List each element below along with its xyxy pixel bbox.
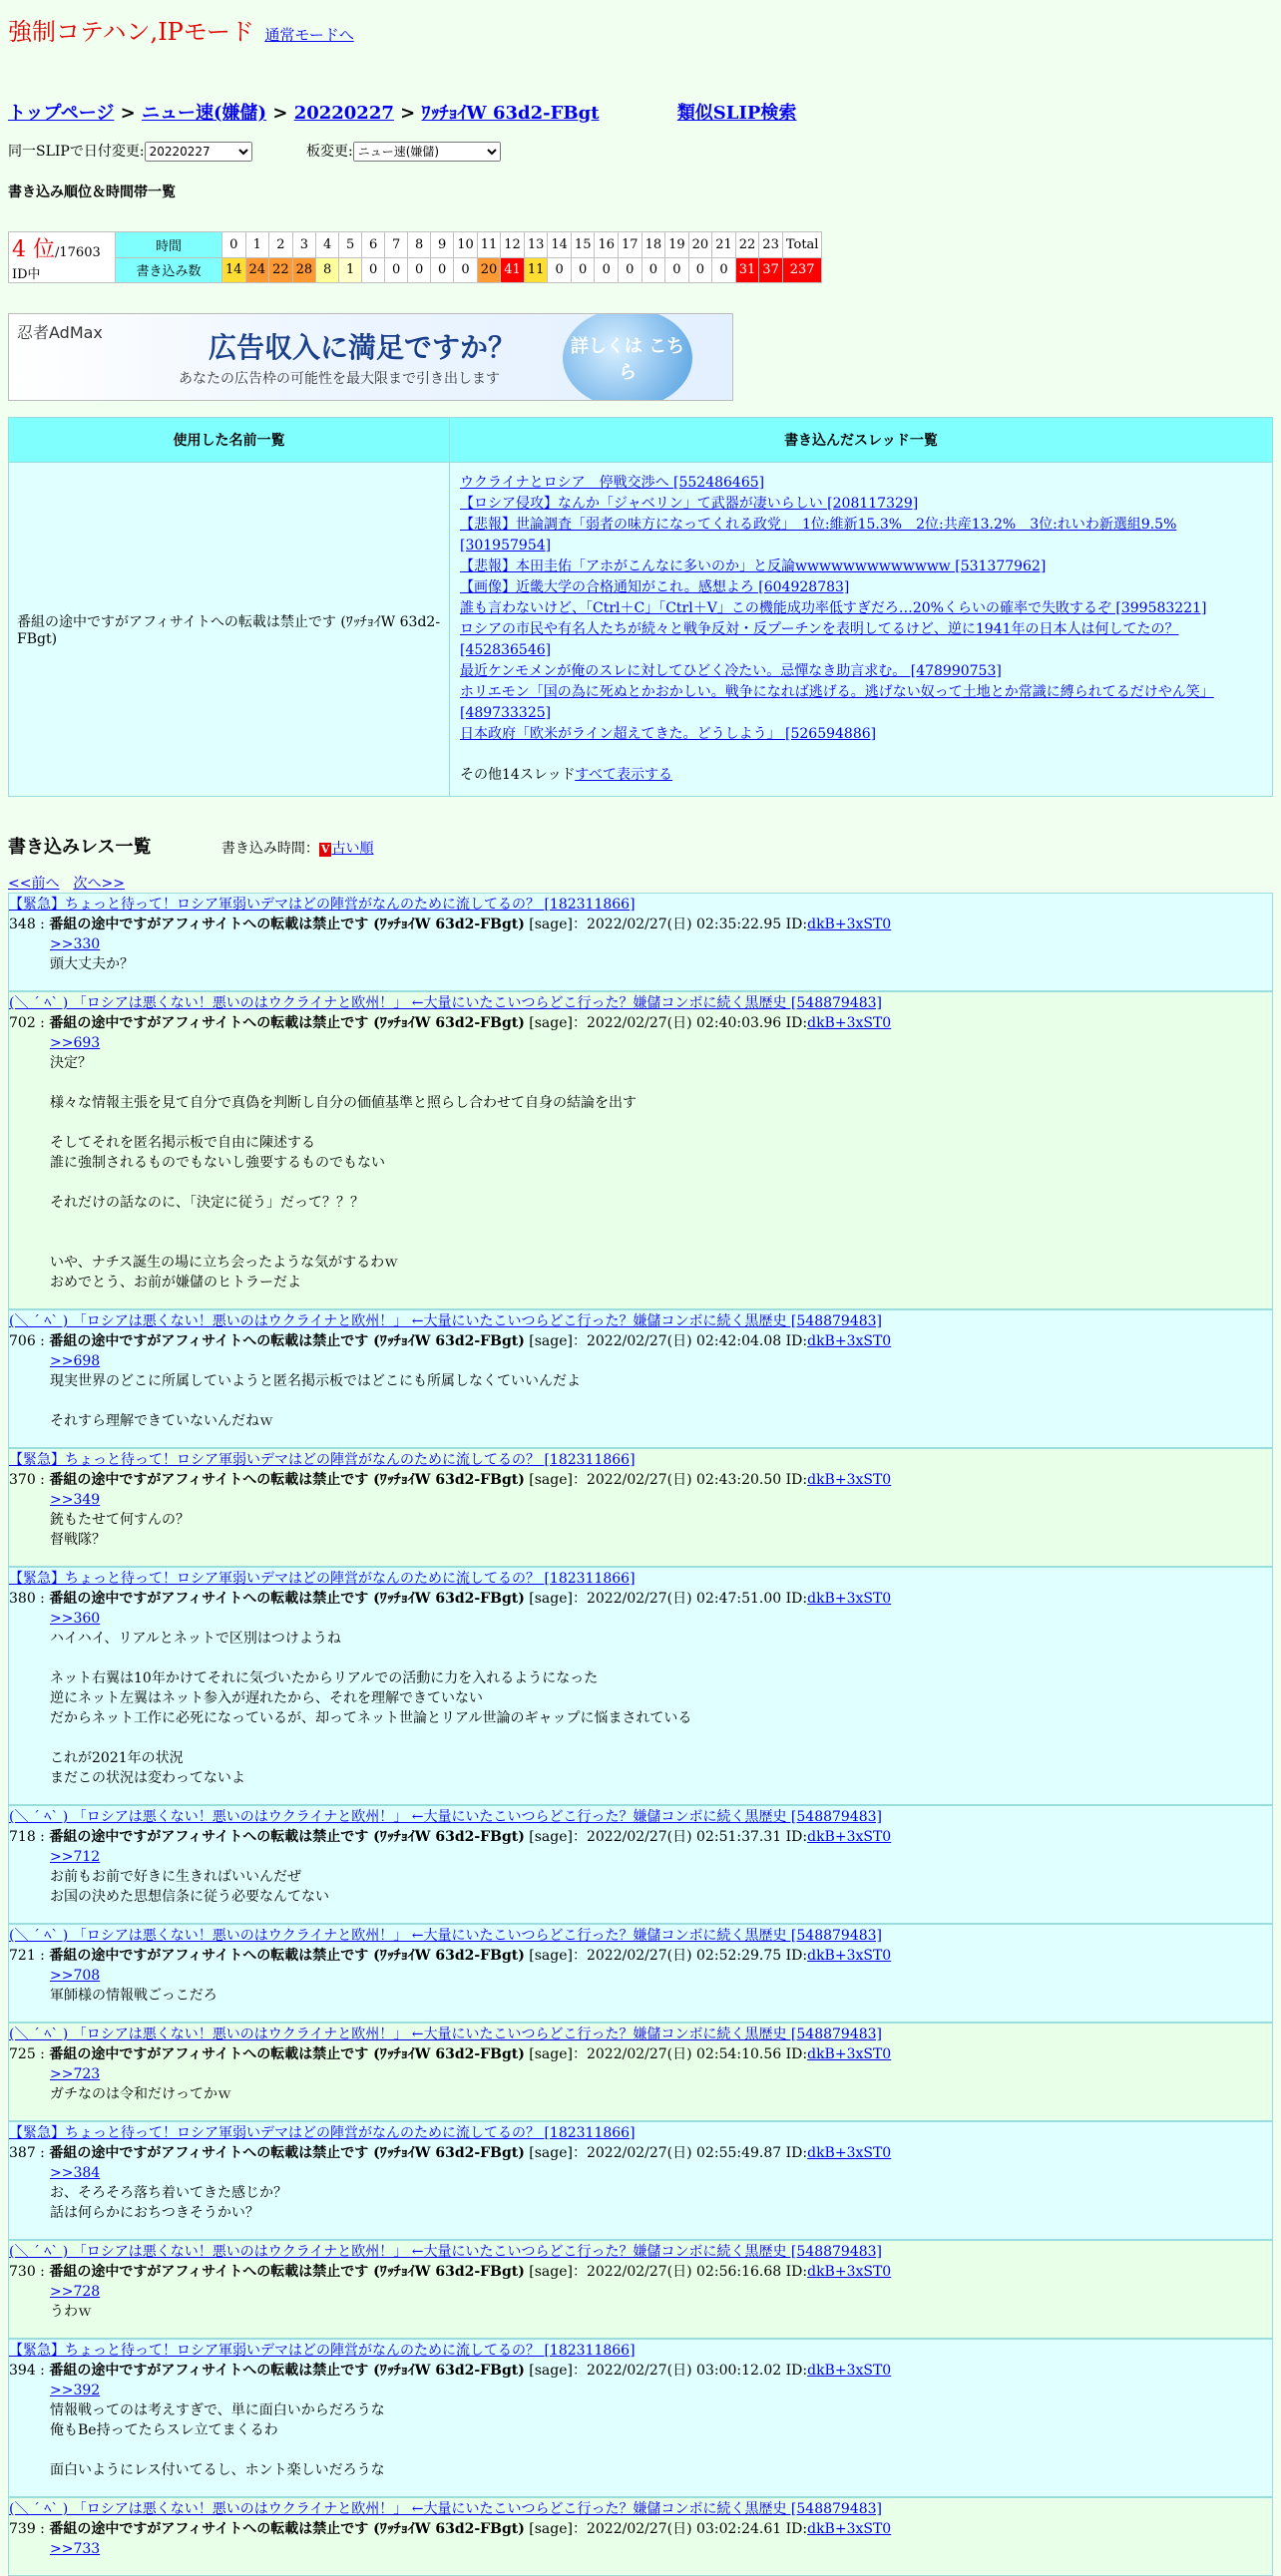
used-name: 番組の途中ですがアフィサイトへの転載は禁止です (ﾜｯﾁｮｲW 63d2-FBgt): [9, 463, 450, 797]
post-body: [50, 2539, 1272, 2559]
post-body: [50, 1966, 1272, 2006]
count-cell: 0: [619, 257, 642, 283]
post-thread-link[interactable]: (＼ ´ ﾍ` ) 「ロシアは悪くない！悪いのはウクライナと欧州！」 ←大量にいたこいつらどこ行った？嫌儲コンボに続く黒歴史 [548879483]: [9, 1809, 883, 1825]
count-cell: 11: [524, 257, 548, 283]
post-anchor-link[interactable]: >>330: [50, 936, 101, 952]
hour-cell: 15: [571, 232, 595, 258]
post-slip: (ﾜｯﾁｮｲW 63d2-FBgt): [373, 2145, 525, 2161]
post-meta: [sage]：2022/02/27(日) 02:35:22.95 ID:: [524, 917, 808, 932]
sort-down-icon: V: [320, 843, 330, 856]
post-thread-link[interactable]: (＼ ´ ﾍ` ) 「ロシアは悪くない！悪いのはウクライナと欧州！」 ←大量にいたこいつらどこ行った？嫌儲コンボに続く黒歴史 [548879483]: [9, 2244, 883, 2260]
post-body: [50, 2282, 1272, 2322]
breadcrumb-board[interactable]: ニュー速(嫌儲): [142, 103, 267, 124]
count-cell: 0: [665, 257, 689, 283]
post-number: 739 :: [9, 2521, 50, 2537]
next-page-link[interactable]: 次へ>>: [73, 876, 125, 892]
post-list-title: 書き込みレス一覧: [8, 837, 152, 858]
post-author-name: 番組の途中ですがアフィサイトへの転載は禁止です: [49, 1015, 374, 1031]
hour-cell: 0: [222, 232, 246, 258]
ad-details-button[interactable]: 詳しくは こちら: [563, 313, 692, 401]
post-header: [9, 915, 1272, 934]
hour-cell: 4: [316, 232, 339, 258]
post-body: [50, 1351, 1272, 1431]
post-slip: (ﾜｯﾁｮｲW 63d2-FBgt): [373, 1829, 525, 1845]
similar-slip-search-link[interactable]: 類似SLIP検索: [676, 103, 797, 124]
hour-cell: 6: [362, 232, 385, 258]
post-body: [50, 1033, 1272, 1292]
post-anchor-link[interactable]: >>733: [50, 2541, 101, 2557]
post-number: 725 :: [9, 2046, 50, 2062]
post-author-name: 番組の途中ですがアフィサイトへの転載は禁止です: [49, 1333, 374, 1349]
post-number: 706 :: [9, 1333, 50, 1349]
post-id-link[interactable]: dkB+3xST0: [807, 1948, 892, 1964]
thread-link[interactable]: ウクライナとロシア 停戦交渉へ [552486465]: [460, 475, 765, 491]
breadcrumb-date[interactable]: 20220227: [293, 103, 394, 124]
post-author-name: 番組の途中ですがアフィサイトへの転載は禁止です: [49, 1472, 374, 1488]
post-header: [9, 1013, 1272, 1033]
hour-cell: 17: [619, 232, 642, 258]
more-threads: [460, 765, 1262, 786]
hour-cell: 16: [595, 232, 619, 258]
post-thread-link[interactable]: 【緊急】ちょっと待って！ロシア軍弱いデマはどの陣営がなんのために流してるの？ [182311866]: [9, 1452, 636, 1468]
post-meta: [sage]：2022/02/27(日) 02:51:37.31 ID:: [524, 1829, 808, 1845]
post-id-link[interactable]: dkB+3xST0: [807, 917, 892, 932]
ad-headline: 広告収入に満足ですか？: [209, 331, 517, 364]
post-header: [9, 1827, 1272, 1847]
total-cell: 237: [782, 257, 822, 283]
post-author-name: 番組の途中ですがアフィサイトへの転載は禁止です: [49, 1829, 374, 1845]
post-number: 730 :: [9, 2264, 50, 2280]
normal-mode-link[interactable]: 通常モードへ: [264, 26, 354, 44]
hour-cell: 22: [735, 232, 759, 258]
post: [8, 2497, 1273, 2576]
breadcrumb-sep: >: [114, 103, 143, 124]
post-anchor-link[interactable]: >>728: [50, 2284, 101, 2300]
time-label: 時間: [116, 232, 222, 258]
hour-cell: 20: [688, 232, 712, 258]
post-slip: (ﾜｯﾁｮｲW 63d2-FBgt): [373, 1472, 525, 1488]
post-thread-link[interactable]: (＼ ´ ﾍ` ) 「ロシアは悪くない！悪いのはウクライナと欧州！」 ←大量にいたこいつらどこ行った？嫌儲コンボに続く黒歴史 [548879483]: [9, 1928, 883, 1944]
count-cell: 24: [245, 257, 269, 283]
total-label: Total: [782, 232, 822, 258]
post-text: ガチなのは令和だけってかｗ: [50, 2086, 231, 2102]
post-author-name: 番組の途中ですがアフィサイトへの転載は禁止です: [49, 2264, 374, 2280]
thread-link[interactable]: 日本政府「欧米がライン超えてきた。どうしよう」 [526594886]: [460, 726, 877, 742]
post-text: 現実世界のどこに所属していようと匿名掲示板ではどこにも所属しなくていいんだよ それすら理解できていないんだねｗ: [50, 1373, 581, 1429]
post-text: 決定？ 様々な情報主張を見て自分で真偽を判断し自分の価値基準と照らし合わせて自身の結論を出す そしてそれを匿名掲示板で自由に陳述する 誰に強制されるものでもないし強要するものでもない それだけの話なのに、「決定に従う」だって？？？ いや、ナチス誕生の場に立ち会ったような気がするわｗ おめでとう、お前が嫌儲のヒトラーだよ: [50, 1055, 637, 1290]
count-cell: 0: [362, 257, 385, 283]
count-cell: 0: [688, 257, 712, 283]
post-thread-link[interactable]: (＼ ´ ﾍ` ) 「ロシアは悪くない！悪いのはウクライナと欧州！」 ←大量にいたこいつらどこ行った？嫌儲コンボに続く黒歴史 [548879483]: [9, 1313, 883, 1329]
post-author-name: 番組の途中ですがアフィサイトへの転載は禁止です: [49, 2145, 374, 2161]
post-author-name: 番組の途中ですがアフィサイトへの転載は禁止です: [49, 2521, 374, 2537]
thread-link[interactable]: 【画像】近畿大学の合格通知がこれ。感想よろ [604928783]: [460, 579, 850, 595]
post-body: [50, 1847, 1272, 1907]
hour-cell: 3: [292, 232, 316, 258]
post: [8, 1924, 1273, 2023]
post-thread-link[interactable]: (＼ ´ ﾍ` ) 「ロシアは悪くない！悪いのはウクライナと欧州！」 ←大量にいたこいつらどこ行った？嫌儲コンボに続く黒歴史 [548879483]: [9, 2026, 883, 2042]
post-slip: (ﾜｯﾁｮｲW 63d2-FBgt): [373, 2046, 525, 2062]
post-body: [50, 1609, 1272, 1788]
post-id-link[interactable]: dkB+3xST0: [807, 2264, 892, 2280]
post-anchor-link[interactable]: >>693: [50, 1035, 101, 1051]
post: [8, 2023, 1273, 2121]
rank-value: 4 位: [12, 237, 55, 262]
post: [8, 1805, 1273, 1924]
post-slip: (ﾜｯﾁｮｲW 63d2-FBgt): [373, 1333, 525, 1349]
post-header: [9, 2361, 1272, 2381]
post-author-name: 番組の途中ですがアフィサイトへの転載は禁止です: [49, 2046, 374, 2062]
post-anchor-link[interactable]: >>392: [50, 2383, 101, 2398]
breadcrumb: [8, 99, 1273, 125]
post: [8, 2240, 1273, 2339]
post-number: 721 :: [9, 1948, 50, 1964]
ranking-title: 書き込み順位＆時間帯一覧: [8, 184, 176, 200]
threads-column-header: 書き込んだスレッド一覧: [450, 418, 1273, 463]
post-meta: [sage]：2022/02/27(日) 02:47:51.00 ID:: [524, 1591, 808, 1607]
post-id-link[interactable]: dkB+3xST0: [807, 2521, 892, 2537]
rank-cell: [9, 232, 116, 283]
post: [8, 1309, 1273, 1448]
post-body: [50, 2163, 1272, 2223]
breadcrumb-sep: >: [393, 103, 422, 124]
hour-cell: 5: [339, 232, 362, 258]
post-text: お前もお前で好きに生きればいいんだぜ お国の決めた思想信条に従う必要なんてない: [50, 1869, 329, 1905]
count-cell: 14: [222, 257, 246, 283]
count-cell: 28: [292, 257, 316, 283]
post-header: [9, 2519, 1272, 2539]
post-header: [9, 2262, 1272, 2282]
post-anchor-link[interactable]: >>349: [50, 1492, 101, 1508]
ranking-table: [8, 231, 822, 283]
post-meta: [sage]：2022/02/27(日) 02:52:29.75 ID:: [524, 1948, 808, 1964]
count-cell: 0: [408, 257, 431, 283]
count-cell: 0: [431, 257, 454, 283]
count-cell: 41: [501, 257, 525, 283]
post-author-name: 番組の途中ですがアフィサイトへの転載は禁止です: [49, 1591, 374, 1607]
post: [8, 893, 1273, 991]
post-meta: [sage]：2022/02/27(日) 02:56:16.68 ID:: [524, 2264, 808, 2280]
post-id-link[interactable]: dkB+3xST0: [807, 1591, 892, 1607]
post-author-name: 番組の途中ですがアフィサイトへの転載は禁止です: [49, 917, 374, 932]
count-cell: 22: [269, 257, 293, 283]
post-text: ハイハイ、リアルとネットで区別はつけようね ネット右翼は10年かけてそれに気づいたからリアルでの活動に力を入れるようになった 逆にネット左翼はネット参入が遅れたから、それを理解できていない だからネット工作に必死になっているが、却ってネット世論とリアル世論のギャップに悩まされている これが2021年の状況 まだこの状況は変わってないよ: [50, 1631, 692, 1786]
post-meta: [sage]：2022/02/27(日) 03:02:24.61 ID:: [524, 2521, 808, 2537]
count-cell: 0: [548, 257, 572, 283]
prev-page-link[interactable]: <<前へ: [8, 876, 60, 892]
post-anchor-link[interactable]: >>708: [50, 1968, 101, 1984]
post-slip: (ﾜｯﾁｮｲW 63d2-FBgt): [373, 1948, 525, 1964]
thread-link[interactable]: 誰も言わないけど、「Ctrl＋C」「Ctrl＋V」この機能成功率低すぎだろ…20%くらいの確率で失敗するぞ [399583221]: [460, 600, 1207, 616]
hour-cell: 1: [245, 232, 269, 258]
post-id-link[interactable]: dkB+3xST0: [807, 2046, 892, 2062]
thread-link[interactable]: ホリエモン「国の為に死ぬとかおかしい。戦争になれば逃げる。逃げない奴って土地とか常識に縛られてるだけやん笑」 [489733325]: [460, 684, 1214, 721]
post-body: [50, 1490, 1272, 1550]
post-meta: [sage]：2022/02/27(日) 02:43:20.50 ID:: [524, 1472, 808, 1488]
post-id-link[interactable]: dkB+3xST0: [807, 1829, 892, 1845]
hour-cell: 12: [501, 232, 525, 258]
count-cell: 0: [641, 257, 665, 283]
post-body: [50, 2064, 1272, 2104]
count-cell: 0: [571, 257, 595, 283]
post-number: 370 :: [9, 1472, 50, 1488]
post-number: 387 :: [9, 2145, 50, 2161]
hour-cell: 14: [548, 232, 572, 258]
board-select[interactable]: [353, 142, 501, 162]
date-select[interactable]: [145, 142, 252, 162]
post-id-link[interactable]: dkB+3xST0: [807, 1015, 892, 1031]
post-id-link[interactable]: dkB+3xST0: [807, 1472, 892, 1488]
hour-cell: 2: [269, 232, 293, 258]
post: [8, 1567, 1273, 1805]
page-header: [8, 12, 1273, 47]
count-cell: 1: [339, 257, 362, 283]
ad-subtext: あなたの広告枠の可能性を最大限まで引き出します: [179, 371, 500, 387]
mode-title: 強制コテハン,IPモード: [8, 18, 254, 46]
post-list: [8, 893, 1273, 2576]
thread-link[interactable]: 最近ケンモメンが俺のスレに対してひどく冷たい。忌憚なき助言求む。 [478990753]: [460, 663, 1002, 679]
post-header: [9, 1331, 1272, 1351]
ad-brand: 忍者AdMax: [17, 323, 103, 342]
post-slip: (ﾜｯﾁｮｲW 63d2-FBgt): [373, 1591, 525, 1607]
post-body: [50, 2381, 1272, 2480]
post-text: お、そろそろ落ち着いてきた感じか？ 話は何らかにおちつきそうかい？: [50, 2185, 287, 2221]
date-change-label: 同一SLIPで日付変更:: [8, 144, 145, 160]
post-id-link[interactable]: dkB+3xST0: [807, 1333, 892, 1349]
post-header: [9, 2044, 1272, 2064]
post-list-header: [8, 833, 1273, 859]
post-anchor-link[interactable]: >>723: [50, 2066, 101, 2082]
count-cell: 37: [759, 257, 783, 283]
post: [8, 1448, 1273, 1567]
thread-link[interactable]: 【ロシア侵攻】なんか「ジャベリン」て武器が凄いらしい [208117329]: [460, 496, 919, 512]
thread-link[interactable]: 【悲報】世論調査「弱者の味方になってくれる政党」 1位:維新15.3% 2位:共産13.2% 3位:れいわ新選組9.5% [301957954]: [460, 517, 1177, 553]
post-anchor-link[interactable]: >>698: [50, 1353, 101, 1369]
hour-cell: 18: [641, 232, 665, 258]
post: [8, 2339, 1273, 2497]
count-cell: 8: [316, 257, 339, 283]
post-number: 394 :: [9, 2363, 50, 2379]
rank-sub: /17603 ID中: [12, 245, 101, 282]
post-header: [9, 1589, 1272, 1609]
post-anchor-link[interactable]: >>360: [50, 1611, 101, 1627]
hour-cell: 11: [477, 232, 501, 258]
names-column-header: 使用した名前一覧: [9, 418, 450, 463]
names-threads-table: [8, 417, 1273, 797]
count-cell: 0: [595, 257, 619, 283]
post-body: [50, 934, 1272, 974]
hour-cell: 8: [408, 232, 431, 258]
post-id-link[interactable]: dkB+3xST0: [807, 2363, 892, 2379]
post-thread-link[interactable]: 【緊急】ちょっと待って！ロシア軍弱いデマはどの陣営がなんのために流してるの？ [182311866]: [9, 897, 636, 913]
post-text: 頭大丈夫か？: [50, 956, 134, 972]
post-header: [9, 1946, 1272, 1966]
post-thread-link[interactable]: 【緊急】ちょっと待って！ロシア軍弱いデマはどの陣営がなんのために流してるの？ [182311866]: [9, 1571, 636, 1587]
post-slip: (ﾜｯﾁｮｲW 63d2-FBgt): [373, 2521, 525, 2537]
post-meta: [sage]：2022/02/27(日) 02:40:03.96 ID:: [524, 1015, 808, 1031]
count-cell: 20: [477, 257, 501, 283]
post-thread-link[interactable]: 【緊急】ちょっと待って！ロシア軍弱いデマはどの陣営がなんのために流してるの？ [182311866]: [9, 2343, 636, 2359]
thread-list: [450, 463, 1273, 797]
post-meta: [sage]：2022/02/27(日) 03:00:12.02 ID:: [524, 2363, 808, 2379]
breadcrumb-sep: >: [266, 103, 294, 124]
more-threads-label: その他14スレッド: [460, 767, 576, 783]
post-thread-link[interactable]: (＼ ´ ﾍ` ) 「ロシアは悪くない！悪いのはウクライナと欧州！」 ←大量にいたこいつらどこ行った？嫌儲コンボに続く黒歴史 [548879483]: [9, 2501, 883, 2517]
post-meta: [sage]：2022/02/27(日) 02:42:04.08 ID:: [524, 1333, 808, 1349]
post-slip: (ﾜｯﾁｮｲW 63d2-FBgt): [373, 2363, 525, 2379]
hour-cell: 9: [431, 232, 454, 258]
hour-cell: 21: [712, 232, 736, 258]
post-thread-link[interactable]: 【緊急】ちょっと待って！ロシア軍弱いデマはどの陣営がなんのために流してるの？ [182311866]: [9, 2125, 636, 2141]
post-slip: (ﾜｯﾁｮｲW 63d2-FBgt): [373, 1015, 525, 1031]
hour-cell: 7: [385, 232, 408, 258]
breadcrumb-slip[interactable]: ﾜｯﾁｮｲW 63d2-FBgt: [421, 103, 600, 124]
board-change-label: 板変更:: [306, 144, 353, 160]
thread-link[interactable]: 【悲報】本田圭佑「アホがこんなに多いのか」と反論wwwwwwwwwwwww [531377962]: [460, 558, 1047, 574]
post-text: うわｗ: [50, 2304, 92, 2320]
count-cell: 31: [735, 257, 759, 283]
post-meta: [sage]：2022/02/27(日) 02:55:49.87 ID:: [524, 2145, 808, 2161]
count-label: 書き込み数: [116, 257, 222, 283]
pager: [8, 873, 1273, 893]
post-number: 702 :: [9, 1015, 50, 1031]
post-text: 軍師様の情報戦ごっこだろ: [50, 1988, 217, 2004]
hour-cell: 19: [665, 232, 689, 258]
hour-cell: 23: [759, 232, 783, 258]
post-author-name: 番組の途中ですがアフィサイトへの転載は禁止です: [49, 1948, 374, 1964]
select-bar: [8, 141, 1273, 162]
post-anchor-link[interactable]: >>712: [50, 1849, 101, 1865]
post-id-link[interactable]: dkB+3xST0: [807, 2145, 892, 2161]
ad-banner[interactable]: [8, 313, 733, 401]
sort-time-label: 書き込み時間：: [220, 841, 319, 857]
thread-link[interactable]: ロシアの市民や有名人たちが続々と戦争反対・反プーチンを表明してるけど、逆に1941年の日本人は何してたの？ [452836546]: [460, 621, 1179, 658]
show-all-link[interactable]: すべて表示する: [575, 767, 672, 783]
sort-oldest-link[interactable]: 古い順: [331, 841, 374, 857]
post-header: [9, 2143, 1272, 2163]
post-anchor-link[interactable]: >>384: [50, 2165, 101, 2181]
post-slip: (ﾜｯﾁｮｲW 63d2-FBgt): [373, 2264, 525, 2280]
post-text: 情報戦ってのは考えすぎで、単に面白いからだろうな 俺もBe持ってたらスレ立てまくるわ 面白いようにレス付いてるし、ホント楽しいだろうな: [50, 2402, 385, 2478]
post-author-name: 番組の途中ですがアフィサイトへの転載は禁止です: [49, 2363, 374, 2379]
post-header: [9, 1470, 1272, 1490]
post-slip: (ﾜｯﾁｮｲW 63d2-FBgt): [373, 917, 525, 932]
post-thread-link[interactable]: (＼ ´ ﾍ` ) 「ロシアは悪くない！悪いのはウクライナと欧州！」 ←大量にいたこいつらどこ行った？嫌儲コンボに続く黒歴史 [548879483]: [9, 995, 883, 1011]
post-number: 380 :: [9, 1591, 50, 1607]
post-meta: [sage]：2022/02/27(日) 02:54:10.56 ID:: [524, 2046, 808, 2062]
hour-cell: 13: [524, 232, 548, 258]
hour-cell: 10: [454, 232, 478, 258]
count-cell: 0: [454, 257, 478, 283]
post-number: 348 :: [9, 917, 50, 932]
post: [8, 991, 1273, 1309]
post-text: 銃もたせて何すんの？ 督戦隊？: [50, 1512, 190, 1548]
breadcrumb-top[interactable]: トップページ: [8, 103, 115, 124]
count-cell: 0: [385, 257, 408, 283]
post-number: 718 :: [9, 1829, 50, 1845]
post: [8, 2121, 1273, 2240]
count-cell: 0: [712, 257, 736, 283]
